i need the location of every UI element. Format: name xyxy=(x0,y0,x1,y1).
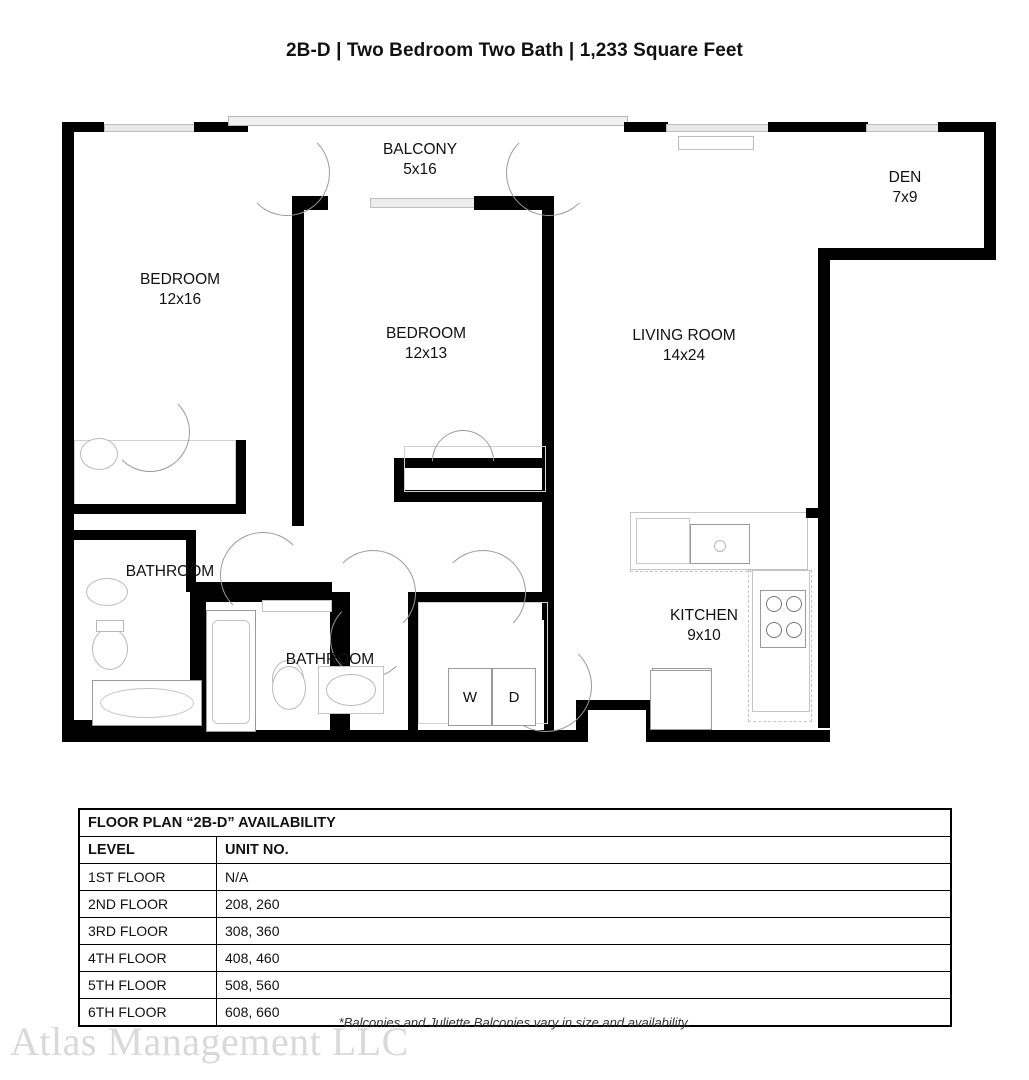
dryer-box xyxy=(492,668,536,726)
floorplan-drawing xyxy=(0,100,1029,780)
table-row xyxy=(80,945,951,972)
cell-units: 408, 460 xyxy=(217,945,951,972)
cell-level: 3RD FLOOR xyxy=(80,918,217,945)
cell-units: 308, 360 xyxy=(217,918,951,945)
room-name: BATHROOM xyxy=(125,563,215,580)
cell-units: 508, 560 xyxy=(217,972,951,999)
room-label-balcony xyxy=(330,140,510,180)
room-dim: 9x10 xyxy=(687,627,721,644)
table-row xyxy=(80,864,951,891)
cell-level: 4TH FLOOR xyxy=(80,945,217,972)
cell-level: 6TH FLOOR xyxy=(80,999,217,1026)
room-name: DEN xyxy=(888,169,922,186)
room-dim: 14x24 xyxy=(662,347,706,364)
table-header-unit: UNIT NO. xyxy=(217,837,951,864)
room-label-den xyxy=(820,168,990,208)
room-name: BEDROOM xyxy=(139,271,221,288)
table-header-level: LEVEL xyxy=(80,837,217,864)
availability-table xyxy=(78,808,952,1027)
room-label-bathroom-2 xyxy=(240,650,420,670)
table-caption: FLOOR PLAN “2B-D” AVAILABILITY xyxy=(80,810,951,837)
room-label-bedroom-2 xyxy=(336,324,516,364)
cell-units: 608, 660 xyxy=(217,999,951,1026)
watermark: Atlas Management LLC xyxy=(10,1019,409,1064)
footnote: *Balconies and Juliette Balconies vary in size and availability. xyxy=(338,1015,691,1030)
room-name: BATHROOM xyxy=(285,651,375,668)
room-label-bedroom-1 xyxy=(90,270,270,310)
washer-label: W xyxy=(462,688,478,706)
cell-level: 2ND FLOOR xyxy=(80,891,217,918)
room-label-bathroom-1 xyxy=(80,562,260,582)
cell-units: 208, 260 xyxy=(217,891,951,918)
cell-level: 1ST FLOOR xyxy=(80,864,217,891)
room-dim: 5x16 xyxy=(403,161,437,178)
room-name: KITCHEN xyxy=(669,607,739,624)
room-name: LIVING ROOM xyxy=(632,327,736,344)
room-dim: 12x16 xyxy=(158,291,202,308)
room-name: BALCONY xyxy=(382,141,458,158)
table-row xyxy=(80,972,951,999)
washer-box xyxy=(448,668,492,726)
room-label-kitchen xyxy=(614,606,794,646)
table-row xyxy=(80,891,951,918)
table-row xyxy=(80,918,951,945)
room-dim: 7x9 xyxy=(892,189,918,206)
dryer-label: D xyxy=(508,688,520,706)
room-label-living-room xyxy=(594,326,774,366)
room-name: BEDROOM xyxy=(385,325,467,342)
cell-level: 5TH FLOOR xyxy=(80,972,217,999)
cell-units: N/A xyxy=(217,864,951,891)
room-dim: 12x13 xyxy=(404,345,448,362)
page-title: 2B-D | Two Bedroom Two Bath | 1,233 Square Feet xyxy=(286,40,743,61)
